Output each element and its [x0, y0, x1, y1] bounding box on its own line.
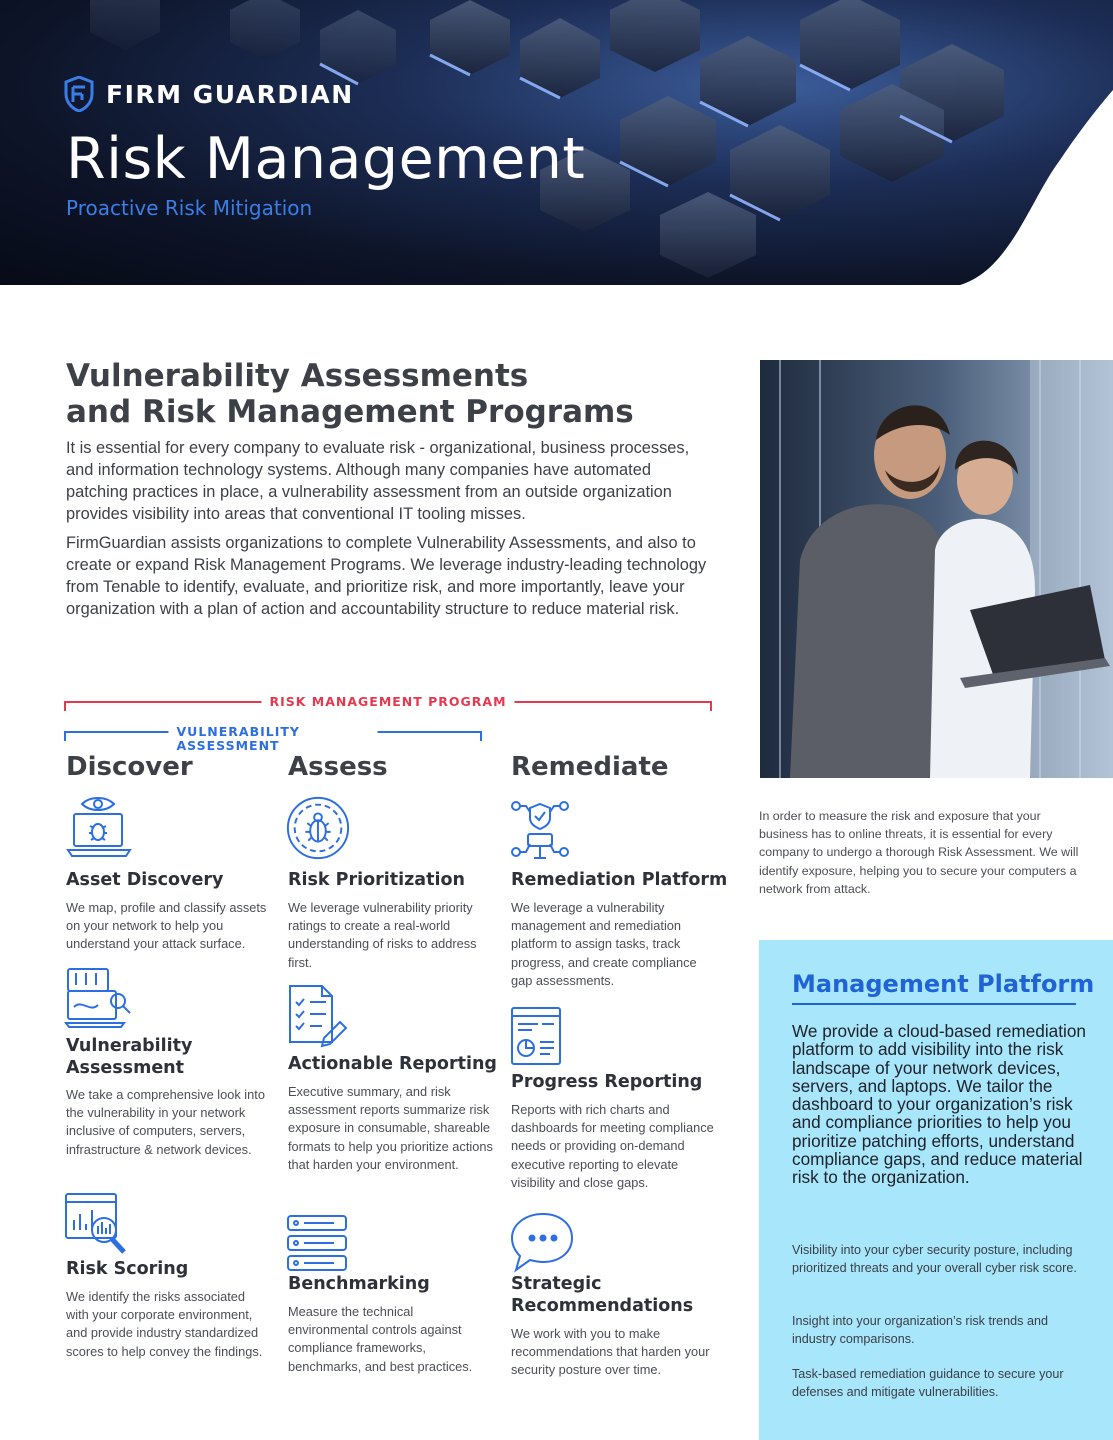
- item-description: We map, profile and classify assets on your network to help you understand your attack surface.: [66, 900, 267, 952]
- laptop-chart-search-icon: [64, 965, 134, 1035]
- brand-logo: [64, 76, 354, 112]
- shield-network-icon: [508, 796, 578, 866]
- item-title: Strategic Recommendations: [511, 1274, 694, 1316]
- shield-logo-icon: [64, 76, 94, 112]
- item-title: Risk Prioritization: [288, 870, 465, 890]
- panel-bullet: Insight into your organization’s risk trends and industry comparisons.: [792, 1314, 1048, 1347]
- item-description: We identify the risks associated with your corporate environment, and provide industry standardized scores to help convey the findings.: [66, 1289, 263, 1359]
- item-title: Vulnerability Assessment: [66, 1036, 193, 1078]
- server-stack-icon: [284, 1210, 354, 1280]
- speech-bubble-icon: [508, 1208, 578, 1278]
- intro-paragraph: It is essential for every company to evaluate risk - organizational, business processes, and information technology systems. Although many companies have automated patching practices in place, a vulnerability assessment from an outside organization provides visibility into areas that conventional IT tooling misses.: [66, 439, 690, 523]
- intro-paragraph: FirmGuardian assists organizations to complete Vulnerability Assessments, and also to create or expand Risk Management Programs. We leverage industry-leading technology from Tenable to identify, evaluate, and prioritize risk, and more importantly, leave your organization with a plan of action and accountability structure to reduce material risk.: [66, 534, 707, 618]
- hero-banner: [0, 0, 1113, 285]
- panel-title: Management Platform: [792, 970, 1095, 998]
- page-title: Risk Management: [66, 126, 586, 192]
- report-pie-icon: [508, 1004, 578, 1074]
- item-title: Actionable Reporting: [288, 1054, 497, 1074]
- bracket-label: VULNERABILITY ASSESSMENT: [169, 725, 378, 753]
- item-title: Progress Reporting: [511, 1072, 703, 1092]
- panel-bullet: Visibility into your cyber security posture, including prioritized threats and your overall cyber risk score.: [792, 1243, 1077, 1276]
- column-heading-remediate: Remediate: [511, 752, 669, 782]
- column-heading-assess: Assess: [288, 752, 388, 782]
- panel-bullet: Task-based remediation guidance to secure your defenses and mitigate vulnerabilities.: [792, 1367, 1064, 1400]
- risk-management-program-bracket: [64, 695, 712, 707]
- management-platform-panel: [759, 940, 1113, 1440]
- column-heading-discover: Discover: [66, 752, 193, 782]
- item-description: We take a comprehensive look into the vulnerability in your network inclusive of computers, servers, infrastructure & network devices.: [66, 1087, 265, 1157]
- intro-heading-line1: Vulnerability Assessments: [66, 358, 529, 394]
- panel-lead-text: We provide a cloud-based remediation platform to add visibility into the risk landscape of your network devices, servers, and laptops. We tailor the dashboard to your organization’s risk and compliance priorities to help you prioritize patching efforts, understand compliance gaps, and reduce material risk to the organization.: [792, 1021, 1086, 1188]
- bracket-label: RISK MANAGEMENT PROGRAM: [261, 695, 514, 709]
- item-description: We leverage a vulnerability management and remediation platform to assign tasks, track progress, and create compliance gap assessments.: [511, 900, 697, 988]
- item-title: Risk Scoring: [66, 1259, 189, 1279]
- panel-divider: [792, 1003, 1076, 1005]
- item-description: Executive summary, and risk assessment reports summarize risk exposure in consumable, shareable formats to help you prioritize actions that harden your environment.: [288, 1084, 493, 1172]
- item-description: We leverage vulnerability priority ratings to create a real-world understanding of risks to address first.: [288, 900, 477, 970]
- team-photo-image: [760, 360, 1113, 778]
- bug-target-icon: [284, 794, 352, 862]
- item-description: We work with you to make recommendations that harden your security posture over time.: [511, 1326, 710, 1378]
- brand-name: FIRM GUARDIAN: [106, 79, 354, 109]
- item-title: Benchmarking: [288, 1274, 430, 1294]
- checklist-pencil-icon: [284, 982, 354, 1052]
- intro-heading: [66, 358, 686, 430]
- vulnerability-assessment-bracket: [64, 724, 482, 753]
- item-title: Remediation Platform: [511, 870, 728, 890]
- item-description: Measure the technical environmental controls against compliance frameworks, benchmarks, and best practices.: [288, 1304, 473, 1374]
- laptop-bug-eye-icon: [64, 792, 134, 862]
- photo-caption: In order to measure the risk and exposure that your business has to online threats, it is essential for every company to undergo a thorough Risk Assessment. We will identify exposure, helping you to secure your computers a network from attack.: [759, 809, 1079, 896]
- item-title: Asset Discovery: [66, 870, 224, 890]
- intro-heading-line2: and Risk Management Programs: [66, 394, 634, 430]
- item-description: Reports with rich charts and dashboards for meeting compliance needs or providing on-demand executive reporting to elevate visibility and close gaps.: [511, 1102, 714, 1190]
- chart-magnifier-icon: [64, 1190, 134, 1260]
- page-subtitle: Proactive Risk Mitigation: [66, 196, 313, 220]
